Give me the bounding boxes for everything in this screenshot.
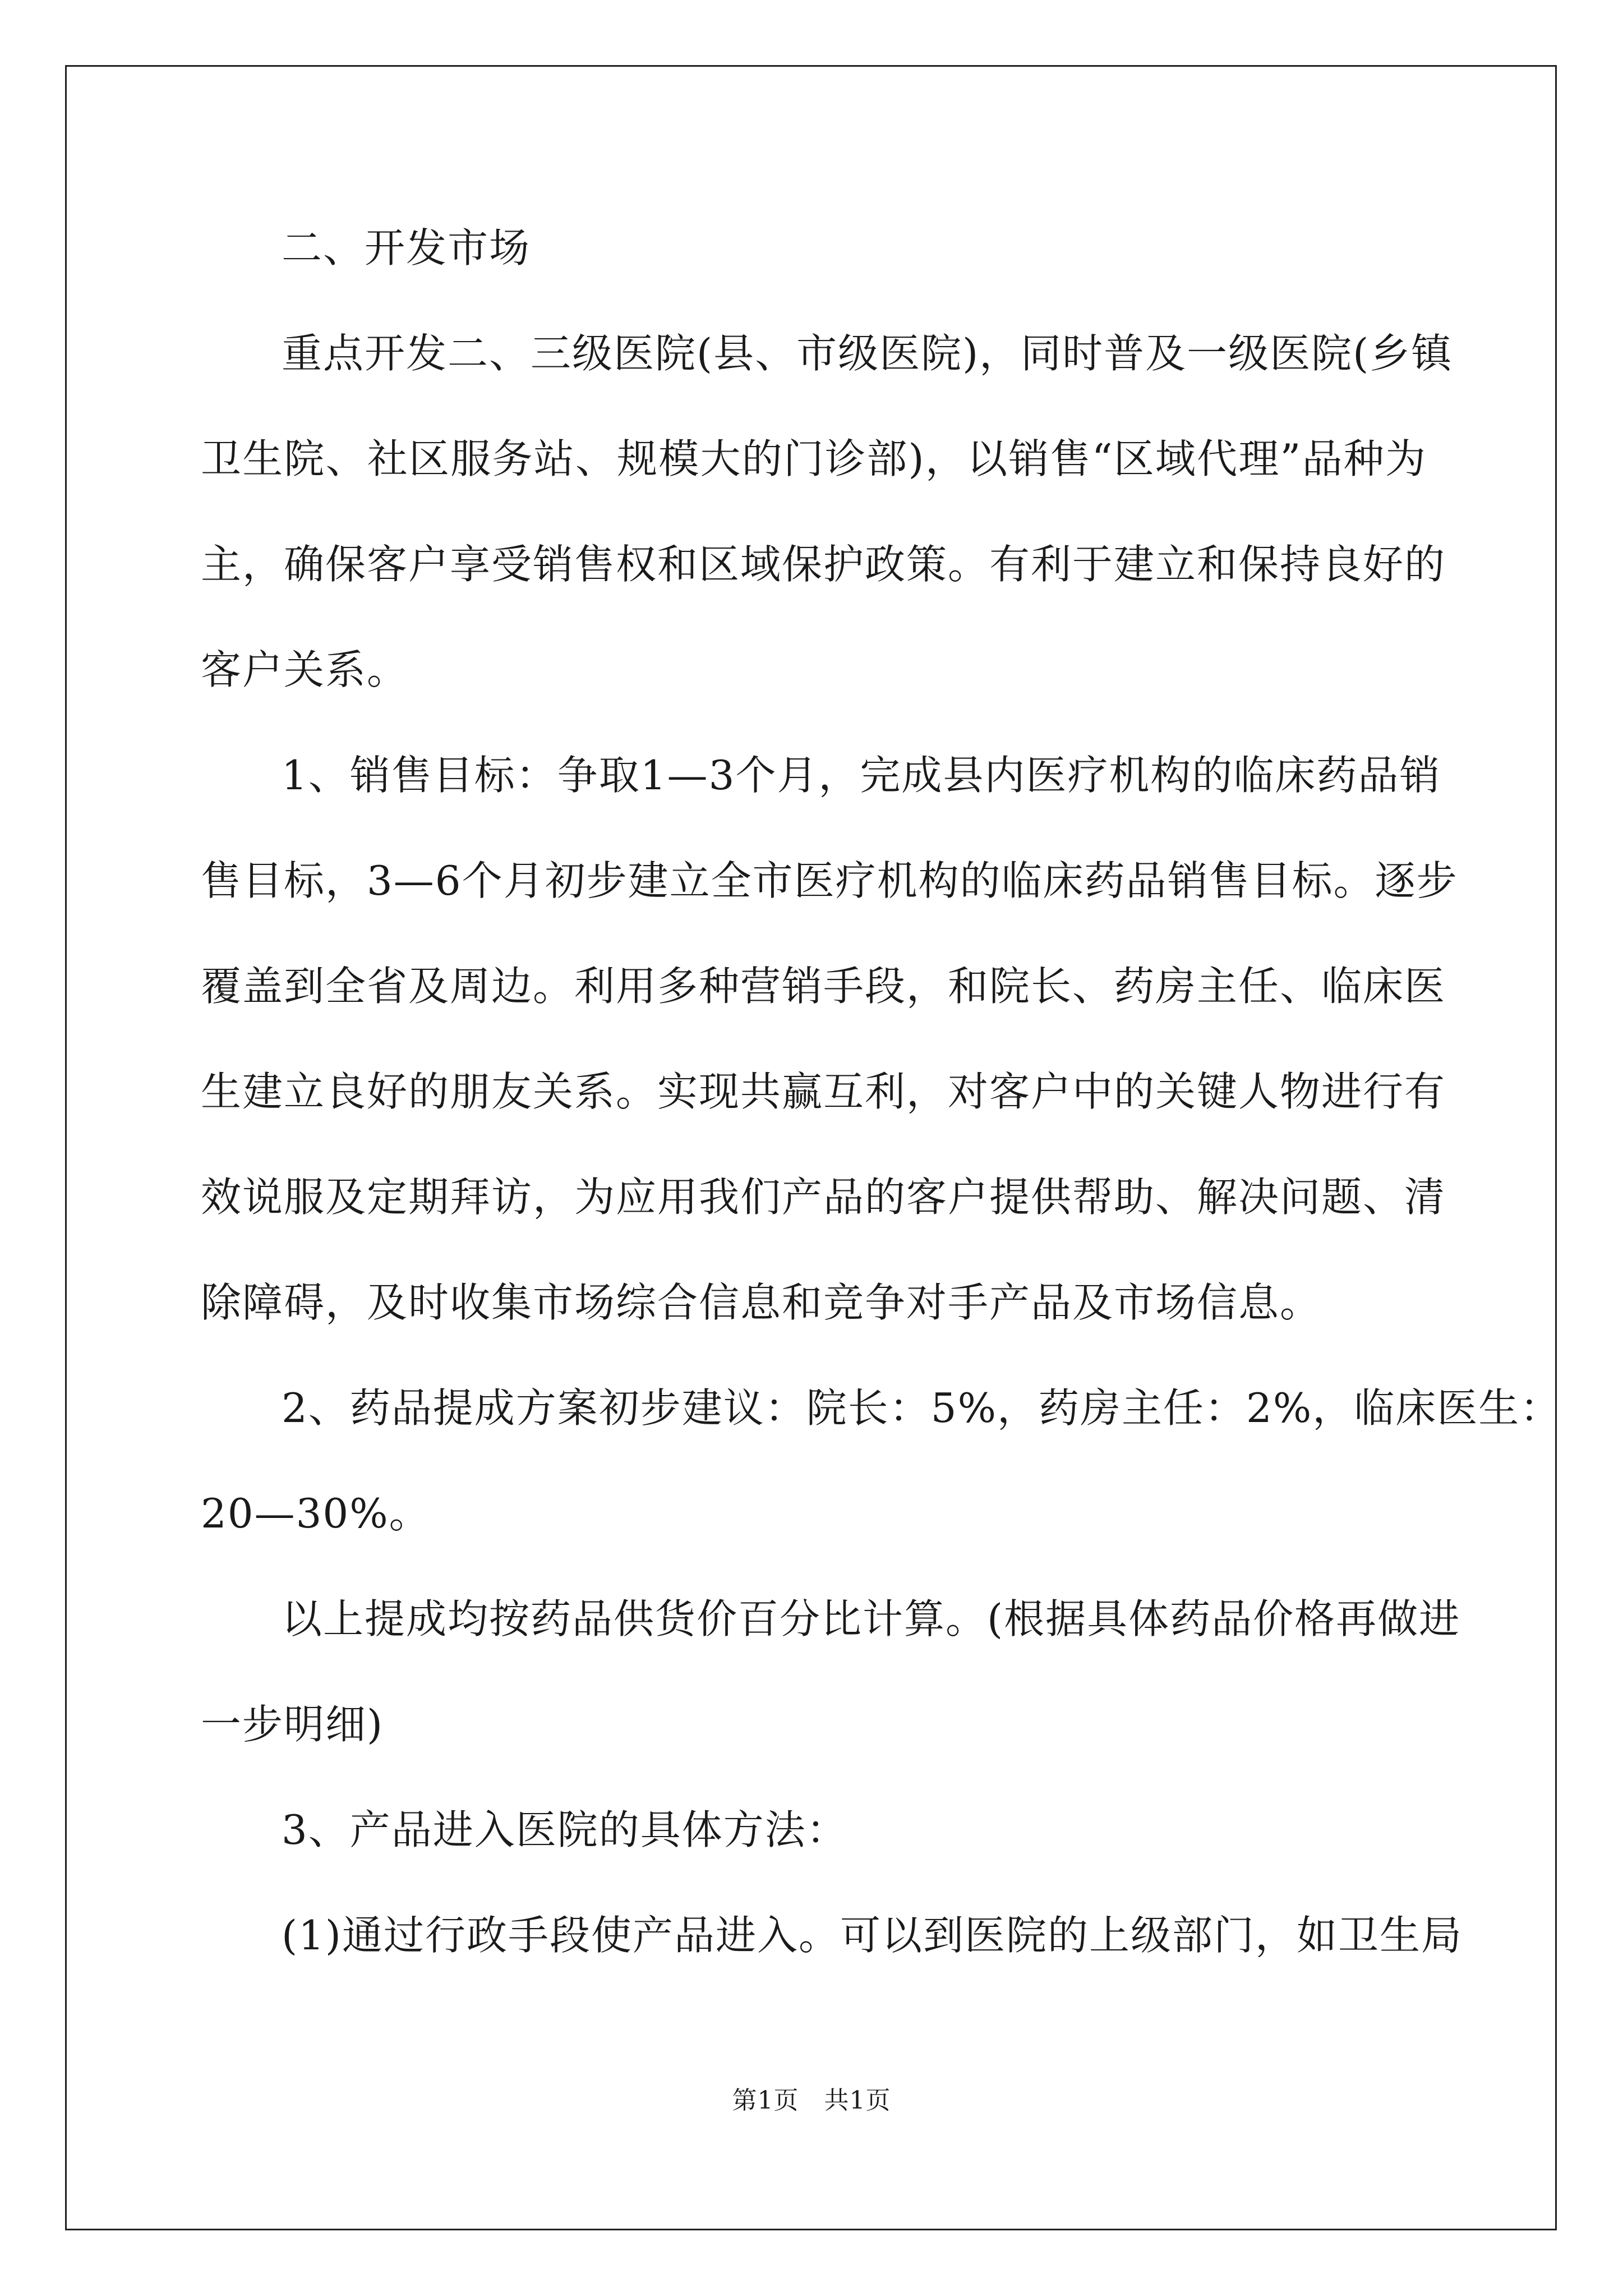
paragraph-line: 除障碍，及时收集市场综合信息和竞争对手产品及市场信息。 xyxy=(201,1279,1322,1326)
paragraph-line: 覆盖到全省及周边。利用多种营销手段，和院长、药房主任、临床医 xyxy=(201,963,1446,1010)
paragraph-line: 重点开发二、三级医院(县、市级医院)，同时普及一级医院(乡镇 xyxy=(282,330,1453,377)
paragraph-line: 1、销售目标：争取1—3个月，完成县内医疗机构的临床药品销 xyxy=(282,752,1441,799)
paragraph-line: 一步明细) xyxy=(201,1701,384,1748)
section-heading: 二、开发市场 xyxy=(282,224,531,272)
paragraph-line: 生建立良好的朋友关系。实现共赢互利，对客户中的关键人物进行有 xyxy=(201,1068,1446,1115)
paragraph-line: 以上提成均按药品供货价百分比计算。(根据具体药品价格再做进 xyxy=(282,1595,1461,1642)
paragraph-line: 主，确保客户享受销售权和区域保护政策。有利于建立和保持良好的 xyxy=(201,541,1446,588)
paragraph-line: 卫生院、社区服务站、规模大的门诊部)，以销售“区域代理”品种为 xyxy=(201,435,1427,482)
page-border xyxy=(65,65,1557,2230)
page-footer: 第1页 共1页 xyxy=(732,2086,891,2115)
paragraph-line: 20—30%。 xyxy=(201,1490,431,1537)
paragraph-line: 3、产品进入医院的具体方法： xyxy=(282,1806,848,1853)
paragraph-line: 售目标，3—6个月初步建立全市医疗机构的临床药品销售目标。逐步 xyxy=(201,857,1458,904)
paragraph-line: 效说服及定期拜访，为应用我们产品的客户提供帮助、解决问题、清 xyxy=(201,1174,1446,1221)
paragraph-line: (1)通过行政手段使产品进入。可以到医院的上级部门，如卫生局 xyxy=(282,1912,1463,1959)
paragraph-line: 2、药品提成方案初步建议：院长：5%，药房主任：2%，临床医生： xyxy=(282,1384,1562,1432)
paragraph-line: 客户关系。 xyxy=(201,646,409,693)
